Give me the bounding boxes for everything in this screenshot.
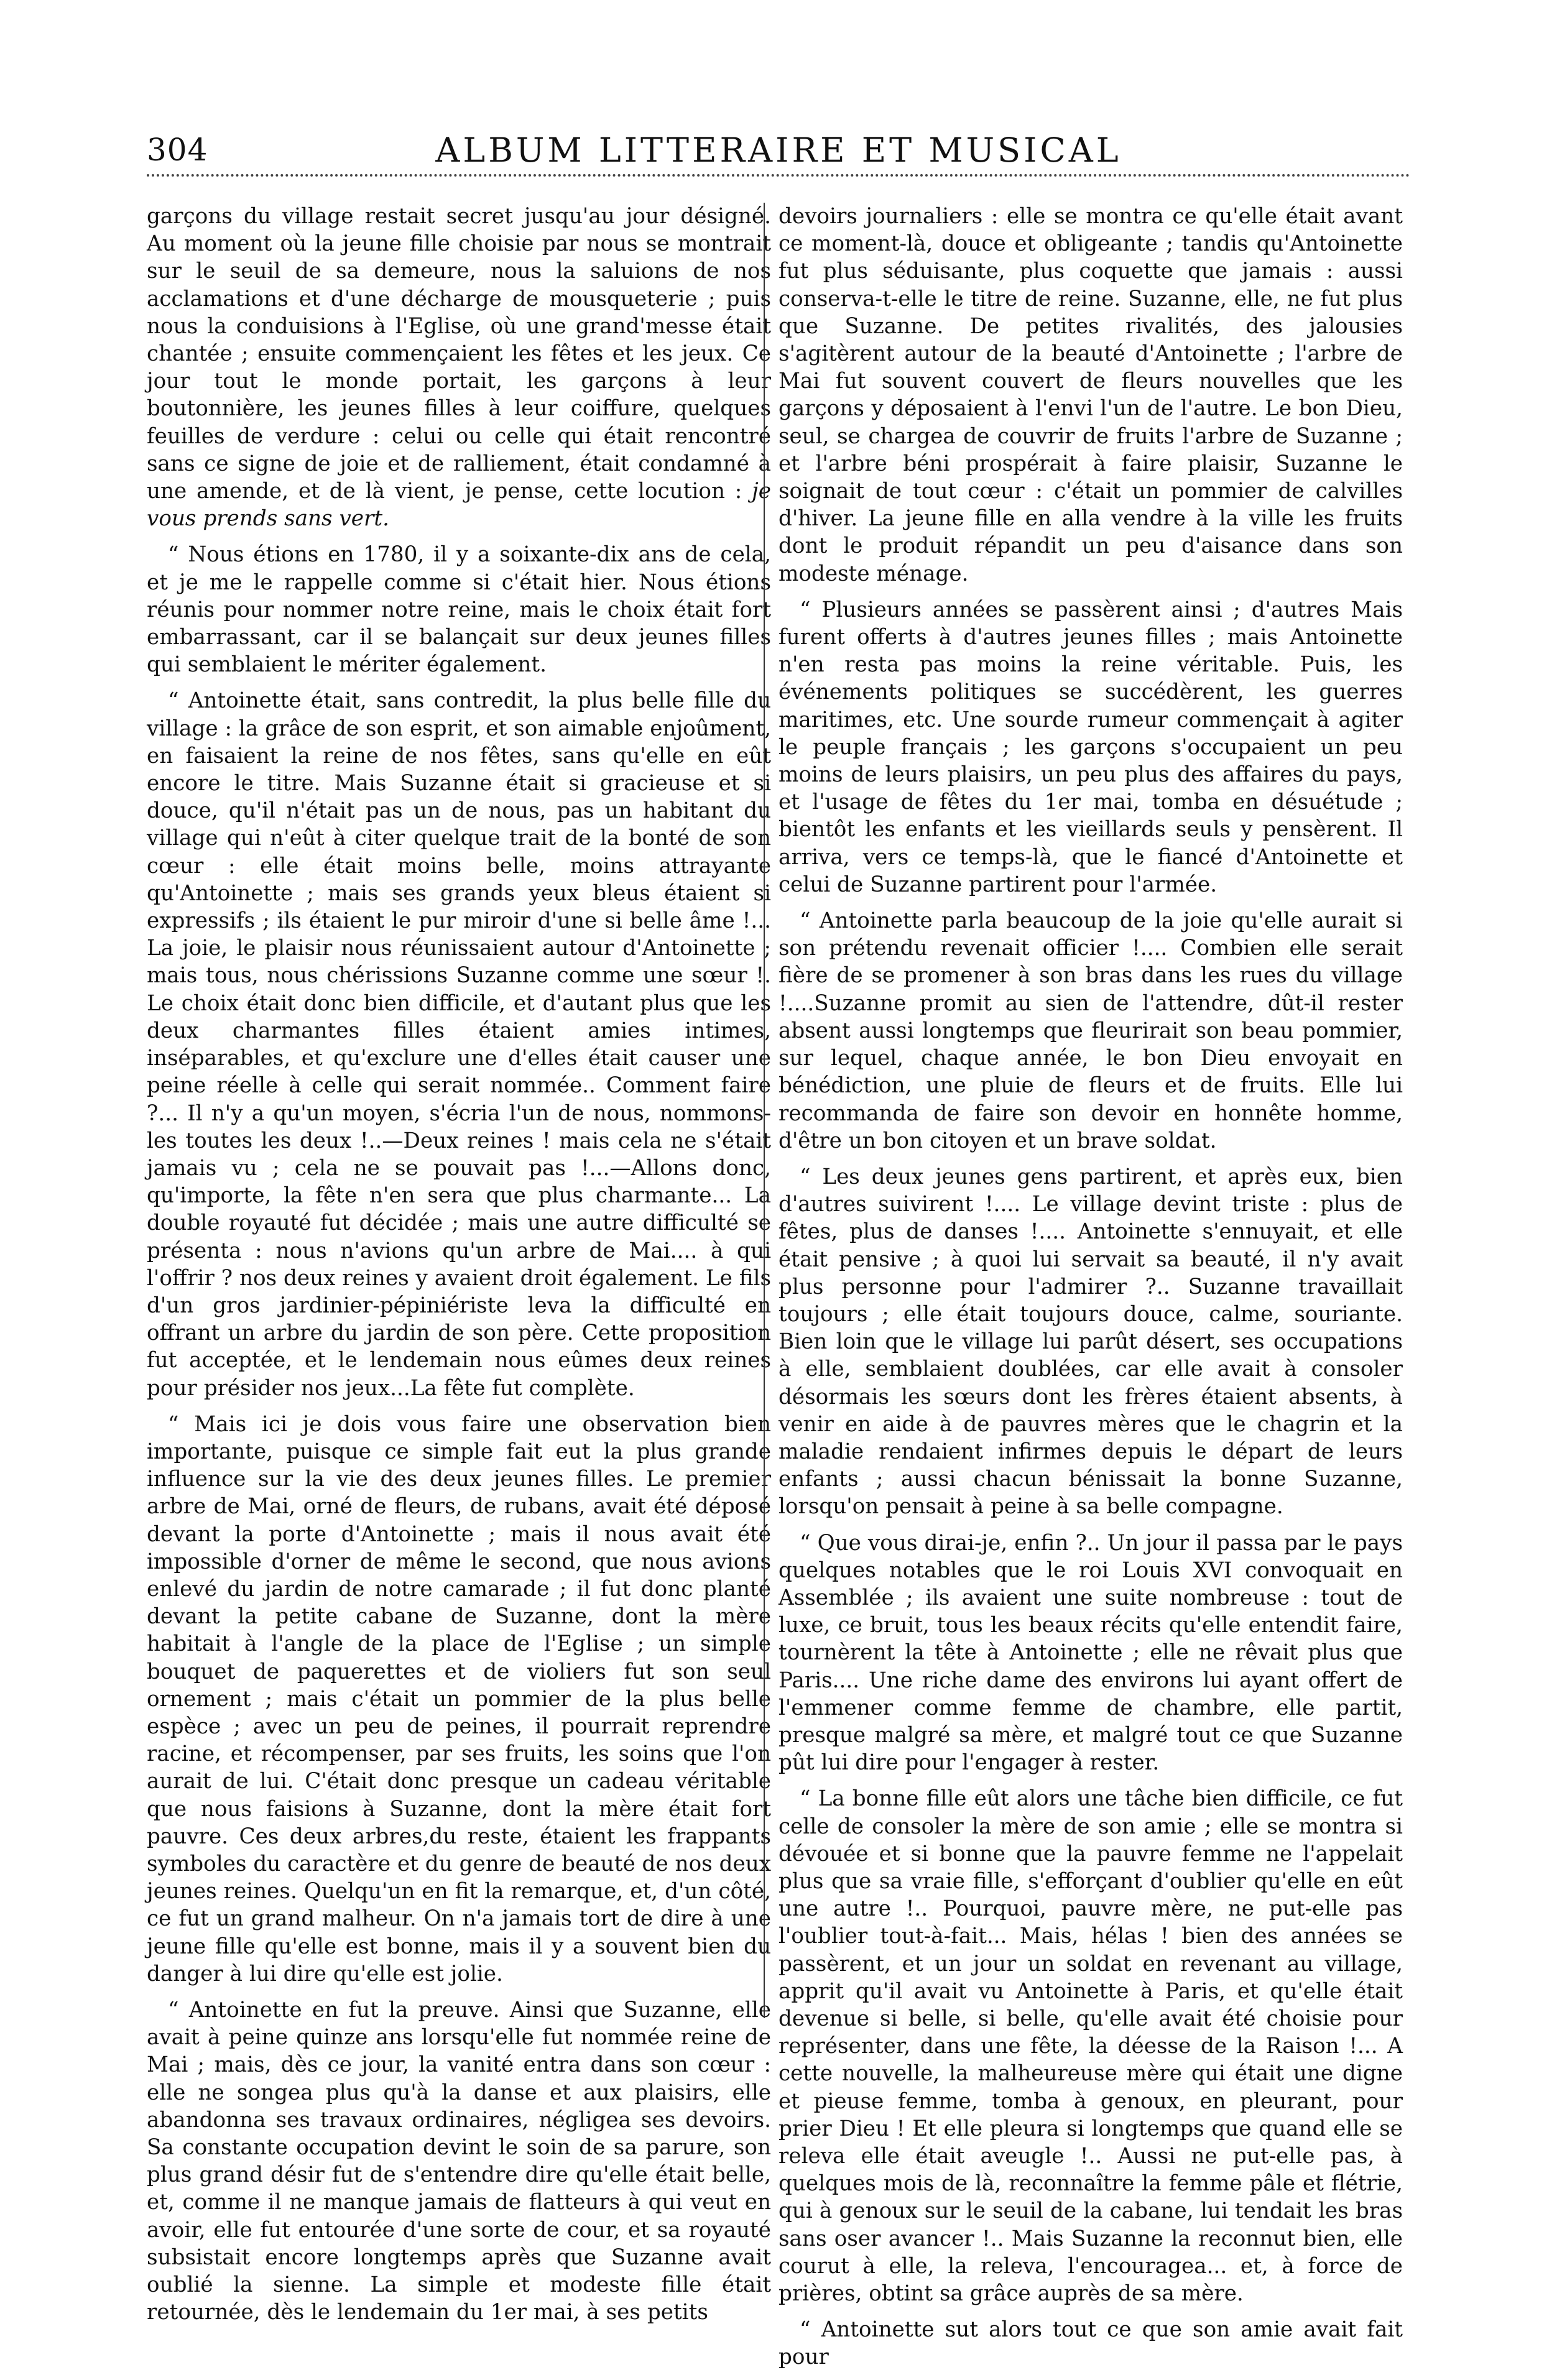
header-rule — [147, 174, 1410, 177]
paragraph: “ Nous étions en 1780, il y a soixante-dix ans de cela, et je me le rappelle comme si c'était hier. Nous étions réunis pour nommer notre reine, mais le choix était fort embarrassant, car il se balançait sur deux jeunes filles qui semblaient le mériter également. — [147, 542, 771, 678]
paragraph-text: garçons du village restait secret jusqu'au jour désigné. Au moment où la jeune fille choisie par nous se montrait sur le seuil de sa demeure, nous la saluions de nos acclamations et d'une décharge de mousqueterie ; puis nous la conduisions à l'Eglise, où une grand'messe était chantée ; ensuite commençaient les fêtes et les jeux. Ce jour tout le monde portait, les garçons à leur boutonnière, les jeunes filles à leur coiffure, quelques feuilles de verdure : celui ou celle qui était rencontré sans ce signe de joie et de ralliement, était condamné à une amende, et de là vient, je pense, cette locution : — [147, 204, 771, 504]
left-column — [147, 203, 771, 2335]
right-column — [778, 203, 1403, 2380]
paragraph: “ Antoinette était, sans contredit, la plus belle fille du village : la grâce de son esprit, et son aimable enjoûment, en faisaient la reine de nos fêtes, sans qu'elle en eût encore le titre. Mais Suzanne était si gracieuse et si douce, qu'il n'était pas un de nous, pas un habitant du village qui n'eût à citer quelque trait de la bonté de son cœur : elle était moins belle, moins attrayante qu'Antoinette ; mais ses grands yeux bleus étaient si expressifs ; ils étaient le pur miroir d'une si belle âme !... La joie, le plaisir nous réunissaient autour d'Antoinette ; mais tous, nous chérissions Suzanne comme une sœur !. Le choix était donc bien difficile, et d'autant plus que les deux charmantes filles étaient amies intimes, inséparables, et qu'exclure une d'elles était causer une peine réelle à celle qui serait nommée.. Comment faire ?... Il n'y a qu'un moyen, s'écria l'un de nous, nommons-les toutes les deux !..—Deux reines ! mais cela ne s'était jamais vu ; cela ne se pouvait pas !...—Allons donc, qu'importe, la fête n'en sera que plus charmante... La double royauté fut décidée ; mais une autre difficulté se présenta : nous n'avions qu'un arbre de Mai.... à qui l'offrir ? nos deux reines y avaient droit également. Le fils d'un gros jardinier-pépiniériste leva la difficulté en offrant un arbre du jardin de son père. Cette proposition fut acceptée, et le lendemain nous eûmes deux reines pour présider nos jeux...La fête fut complète. — [147, 688, 771, 1401]
paragraph: “ La bonne fille eût alors une tâche bien difficile, ce fut celle de consoler la mère de son amie ; elle se montra si dévouée et si bonne que la pauvre femme ne l'appelait plus que sa vraie fille, s'efforçant d'oublier qu'elle en eût une autre !.. Pourquoi, pauvre mère, ne put-elle pas l'oublier tout-à-fait... Mais, hélas ! bien des années se passèrent, et un jour un soldat en revenant au village, apprit qu'il avait vu Antoinette à Paris, et qu'elle était devenue si belle, si belle, qu'elle avait été choisie pour représenter, dans une fête, la déesse de la Raison !... A cette nouvelle, la malheureuse mère qui était une digne et pieuse femme, tomba à genoux, en pleurant, pour prier Dieu ! Et elle pleura si longtemps que quand elle se releva elle était aveugle !.. Aussi ne put-elle pas, à quelques mois de là, reconnaître la femme pâle et flétrie, qui à genoux sur le seuil de la cabane, lui tendait les bras sans oser avancer !.. Mais Suzanne la reconnut bien, elle courut à elle, la releva, l'encouragea... et, à force de prières, obtint sa grâce auprès de sa mère. — [778, 1786, 1403, 2307]
paragraph: devoirs journaliers : elle se montra ce qu'elle était avant ce moment-là, douce et obligeante ; tandis qu'Antoinette fut plus séduisante, plus coquette que jamais : aussi conserva-t-elle le titre de reine. Suzanne, elle, ne fut plus que Suzanne. De petites rivalités, des jalousies s'agitèrent autour de la beauté d'Antoinette ; l'arbre de Mai fut souvent couvert de fleurs nouvelles que les garçons y déposaient à l'envi l'un de l'autre. Le bon Dieu, seul, se chargea de couvrir de fruits l'arbre de Suzanne ; et l'arbre béni prospérait à faire plaisir, Suzanne le soignait de tout cœur : c'était un pommier de calvilles d'hiver. La jeune fille en alla vendre à la ville les fruits dont le produit répandit un peu d'aisance dans son modeste ménage. — [778, 204, 1403, 586]
paragraph: “ Antoinette parla beaucoup de la joie qu'elle aurait si son prétendu revenait officier !.... Combien elle serait fière de se promener à son bras dans les rues du village !....Suzanne promit au sien de l'attendre, dût-il rester absent aussi longtemps que fleurirait son beau pommier, sur lequel, chaque année, le bon Dieu envoyait en bénédiction, une pluie de fleurs et de fruits. Elle lui recommanda de faire son devoir en honnête homme, d'être un bon citoyen et un brave soldat. — [778, 908, 1403, 1153]
paragraph — [147, 203, 771, 532]
italic-phrase: je vous prends sans vert. — [147, 479, 772, 532]
page-header — [147, 131, 1410, 174]
paragraph: “ Les deux jeunes gens partirent, et après eux, bien d'autres suivirent !.... Le village devint triste : plus de fêtes, plus de danses !.... Antoinette s'ennuyait, et elle était pensive ; à quoi lui servait sa beauté, il n'y avait plus personne pour l'admirer ?.. Suzanne travaillait toujours ; elle était toujours douce, calme, souriante. Bien loin que le village lui parût désert, ses occupations à elle, semblaient doublées, car elle avait à consoler désormais les sœurs dont les frères étaient absents, à venir en aide à de pauvres mères que le chagrin et la maladie rendaient infirmes depuis le départ de leurs enfants ; aussi chacun bénissait la bonne Suzanne, lorsqu'on pensait à peine à sa belle compagne. — [778, 1164, 1403, 1520]
paragraph: “ Antoinette en fut la preuve. Ainsi que Suzanne, elle avait à peine quinze ans lorsqu'elle fut nommée reine de Mai ; mais, dès ce jour, la vanité entra dans son cœur : elle ne songea plus qu'à la danse et aux plaisirs, elle abandonna ses travaux ordinaires, négligea ses devoirs. Sa constante occupation devint le soin de sa parure, son plus grand désir fut de s'entendre dire qu'elle était belle, et, comme il ne manque jamais de flatteurs à qui veut en avoir, elle fut entourée d'une sorte de cour, et sa royauté subsistait encore longtemps après que Suzanne avait oublié la sienne. La simple et modeste fille était retournée, dès le lendemain du 1er mai, à ses petits — [147, 1998, 771, 2325]
column-divider — [764, 203, 765, 2018]
paragraph: “ Antoinette sut alors tout ce que son amie avait fait pour — [778, 2317, 1403, 2370]
page-number: 304 — [147, 132, 208, 168]
paragraph: “ Mais ici je dois vous faire une observation bien importante, puisque ce simple fait eut la plus grande influence sur la vie des deux jeunes filles. Le premier arbre de Mai, orné de fleurs, de rubans, avait été déposé devant la porte d'Antoinette ; mais il nous avait été impossible d'orner de même le second, que nous avions enlevé du jardin de notre camarade ; il fut donc planté devant la petite cabane de Suzanne, dont la mère habitait à l'angle de la place de l'Eglise ; un simple bouquet de paquerettes et de violiers fut son seul ornement ; mais c'était un pommier de la plus belle espèce ; avec un peu de peines, il pourrait reprendre racine, et récompenser, par ses fruits, les soins que l'on aurait de lui. C'était donc presque un cadeau véritable que nous faisions à Suzanne, dont la mère était fort pauvre. Ces deux arbres,du reste, étaient les frappants symboles du caractère et du genre de beauté de nos deux jeunes reines. Quelqu'un en fit la remarque, et, d'un côté, ce fut un grand malheur. On n'a jamais tort de dire à une jeune fille qu'elle est bonne, mais il y a souvent bien du danger à lui dire qu'elle est jolie. — [147, 1411, 771, 1986]
paragraph: “ Que vous dirai-je, enfin ?.. Un jour il passa par le pays quelques notables que le roi Louis XVI convoquait en Assemblée ; ils avaient une suite nombreuse : tout de luxe, ce bruit, tous les beaux récits qu'elle entendit faire, tournèrent la tête à Antoinette ; elle ne rêvait plus que Paris.... Une riche dame des environs lui ayant offert de l'emmener comme femme de chambre, elle partit, presque malgré sa mère, et malgré tout ce que Suzanne pût lui dire pour l'engager à rester. — [778, 1530, 1403, 1776]
paragraph: “ Plusieurs années se passèrent ainsi ; d'autres Mais furent offerts à d'autres jeunes filles ; mais Antoinette n'en resta pas moins la reine véritable. Puis, les événements politiques se succédèrent, les guerres maritimes, etc. Une sourde rumeur commençait à agiter le peuple français ; les garçons s'occupaient un peu moins de leurs plaisirs, un peu plus des affaires du pays, et l'usage de fêtes du 1er mai, tomba en désuétude ; bientôt les enfants et les vieillards seuls y pensèrent. Il arriva, vers ce temps-là, que le fiancé d'Antoinette et celui de Suzanne partirent pour l'armée. — [778, 597, 1403, 897]
running-title: ALBUM LITTERAIRE ET MUSICAL — [435, 131, 1122, 170]
